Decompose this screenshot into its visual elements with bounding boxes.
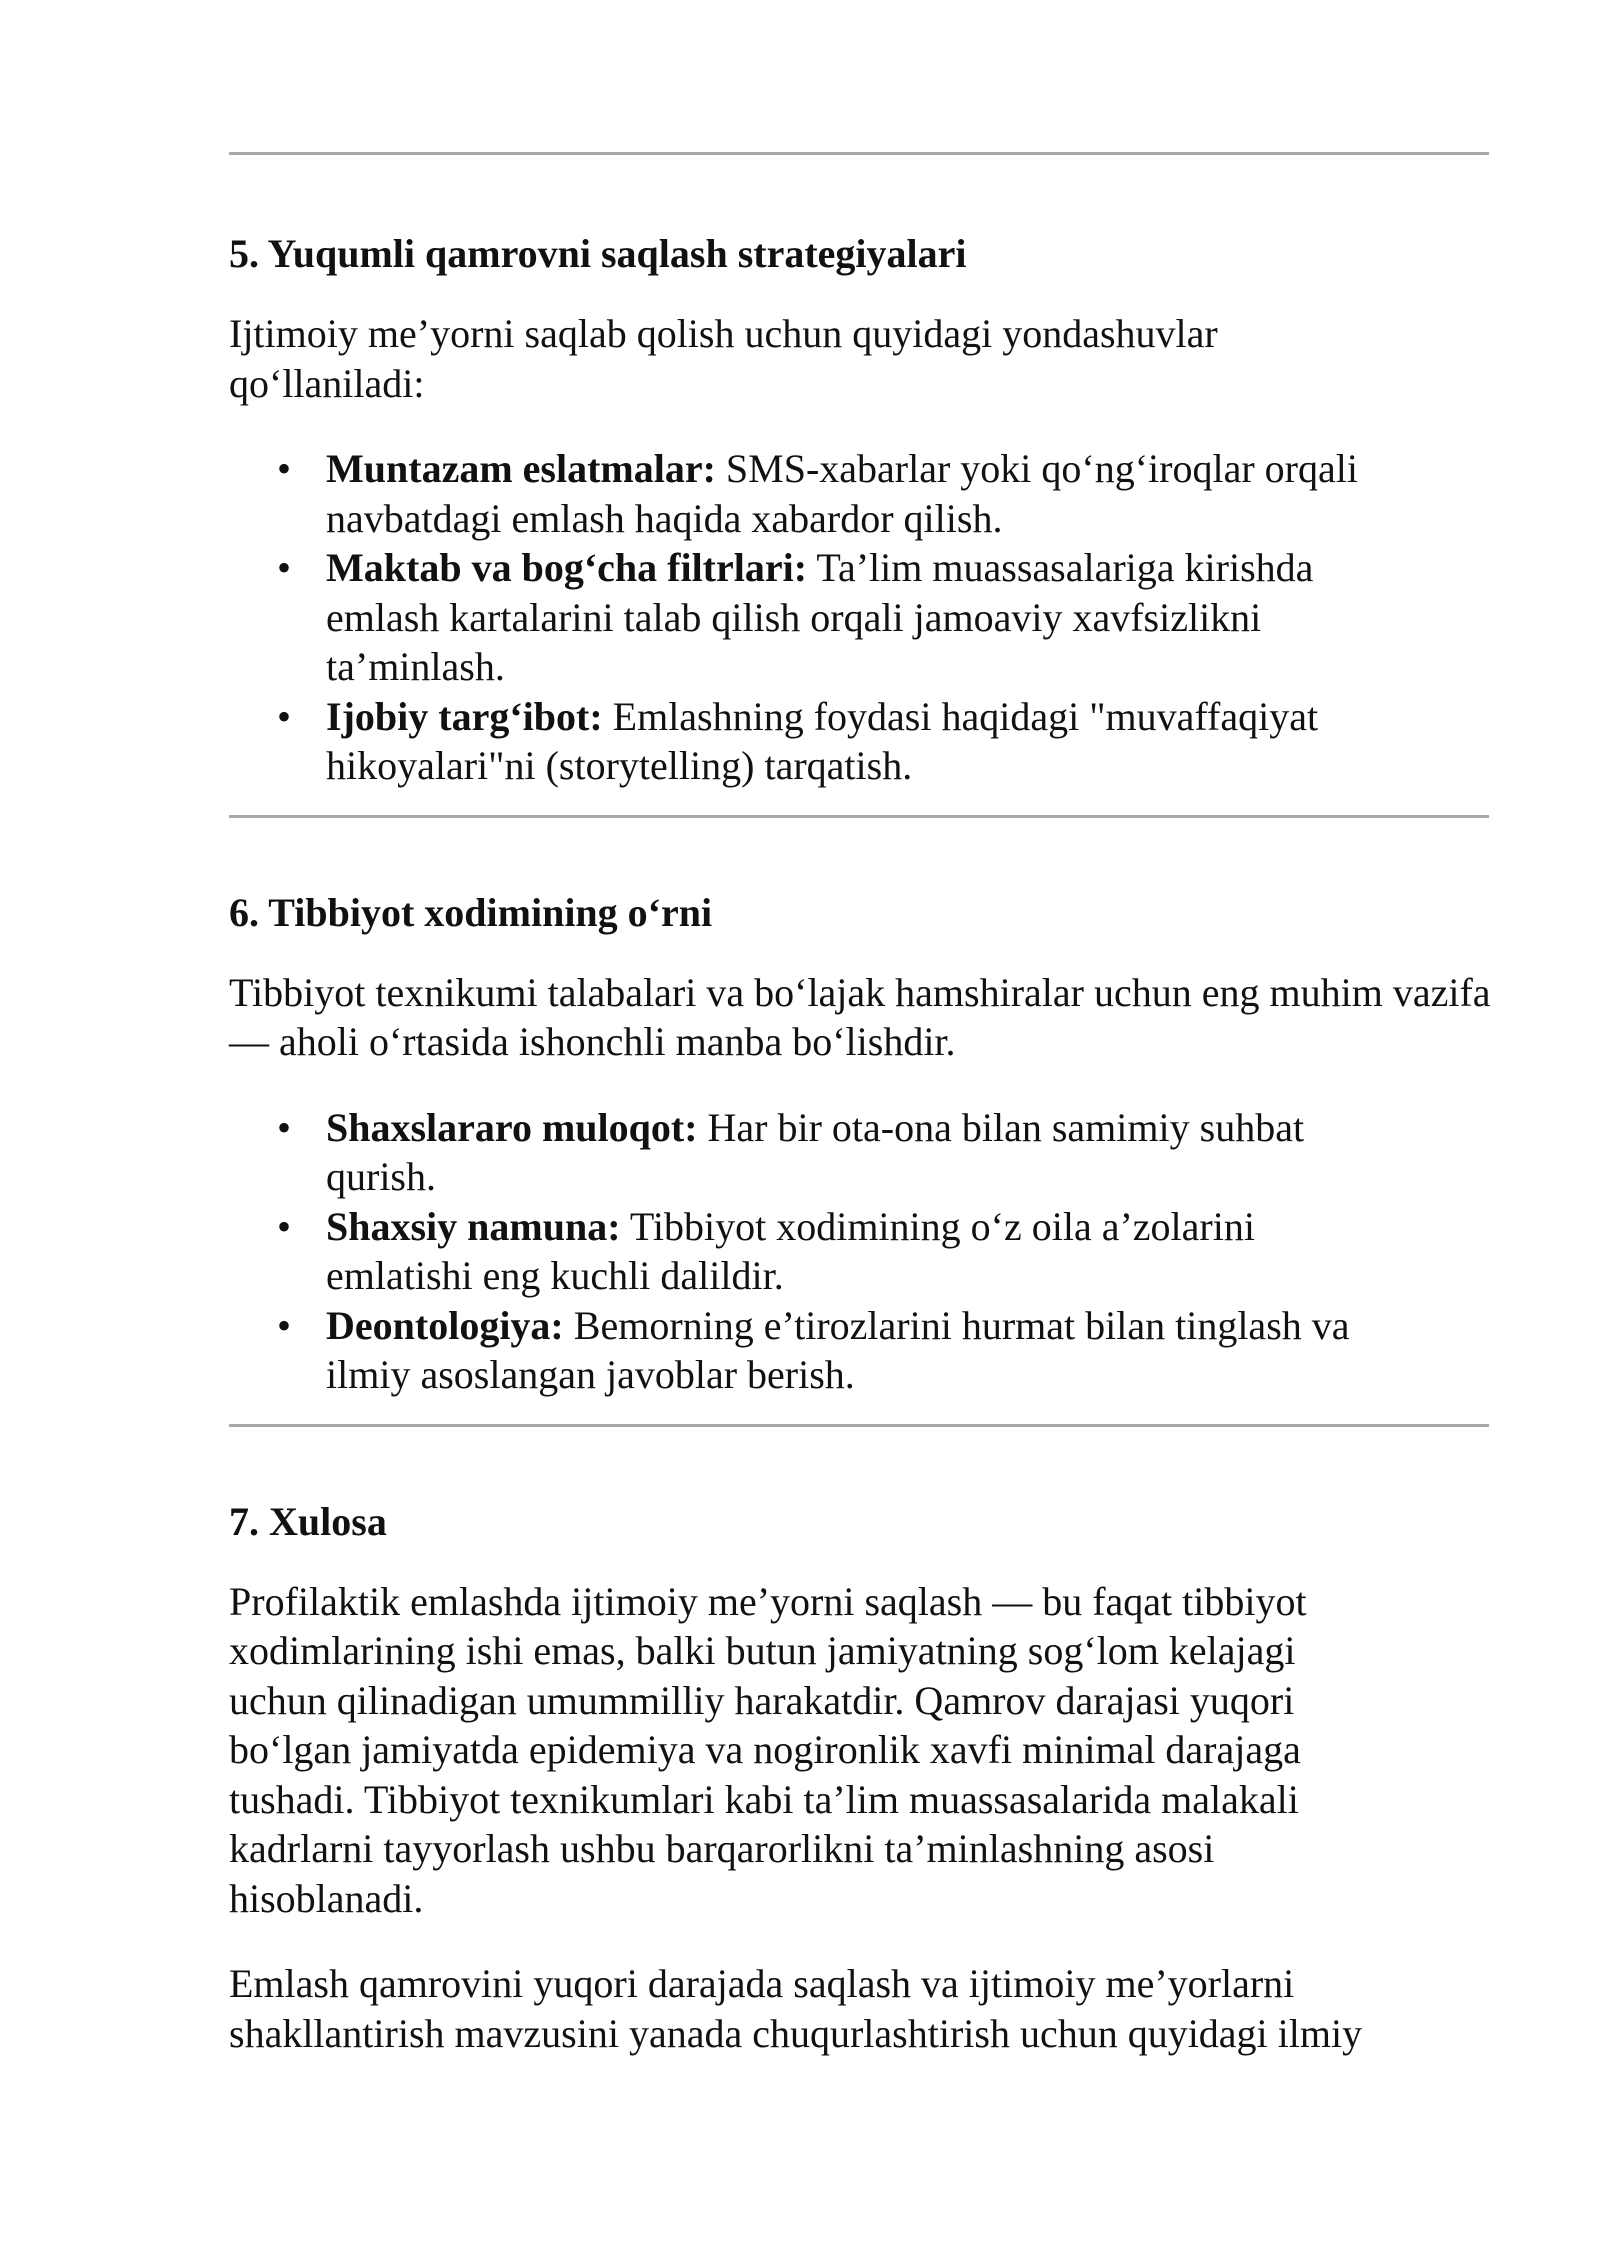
item-text: Ta’lim muassasalariga kirishda emlash kartalarini talab qilish orqali jamoaviy xavfsizlikni ta’minlash. (326, 545, 1314, 689)
bullet-marker: • (277, 693, 292, 739)
section-heading: 5. Yuqumli qamrovni saqlash strategiyalari (229, 231, 967, 276)
section-heading: 7. Xulosa (229, 1498, 387, 1544)
section-divider (229, 815, 1489, 818)
bullet-marker: • (277, 1104, 292, 1150)
bullet-marker: • (277, 545, 292, 590)
bullet-marker: • (277, 1302, 292, 1348)
item-term: Deontologiya: (326, 1302, 564, 1348)
item-term: Shaxslararo muloqot: (326, 1104, 698, 1150)
bullet-marker: • (277, 446, 292, 491)
paragraph: Emlash qamrovini yuqori darajada saqlash va ijtimoiy me’yorlarni shakllantirish mavzusini yanada chuqurlashtirish uchun quyidagi ilmiy (229, 1961, 1363, 2056)
item-text: SMS-xabarlar yoki qo‘ng‘iroqlar orqali navbatdagi emlash haqida xabardor qilish. (326, 446, 1358, 541)
item-term: Maktab va bog‘cha filtrlari: (326, 545, 808, 590)
item-text: Bemorning e’tirozlarini hurmat bilan tinglash va ilmiy asoslangan javoblar berish. (326, 1302, 1350, 1397)
list-item (229, 692, 1361, 791)
section-divider (229, 1424, 1489, 1427)
item-text: Emlashning foydasi haqidagi "muvaffaqiyat hikoyalari"ni (storytelling) tarqatish. (326, 693, 1319, 788)
item-term: Muntazam eslatmalar: (326, 446, 716, 491)
bullet-marker: • (277, 1203, 292, 1249)
list-item (229, 444, 1361, 543)
item-text: Tibbiyot xodimining o‘z oila a’zolarini emlatishi eng kuchli dalildir. (326, 1203, 1255, 1298)
list-item (229, 543, 1361, 692)
section-intro: Ijtimoiy me’yorni saqlab qolish uchun quyidagi yondashuvlar qo‘llaniladi: (229, 311, 1218, 406)
item-term: Shaxsiy namuna: (326, 1203, 621, 1249)
list-item (229, 1301, 1361, 1400)
section-heading: 6. Tibbiyot xodimining o‘rni (229, 889, 713, 935)
list-item (229, 1202, 1361, 1301)
item-text: Har bir ota-ona bilan samimiy suhbat qurish. (326, 1104, 1305, 1199)
paragraph: Profilaktik emlashda ijtimoiy me’yorni saqlash — bu faqat tibbiyot xodimlarining ishi emas, balki butun jamiyatning sog‘lom kelajagi uchun qilinadigan umummilliy harakatdir. Qamrov darajasi yuqori bo‘lgan jamiyatda epidemiya va nogironlik xavfi minimal darajaga tushadi. Tibbiyot texnikumlari kabi ta’lim muassasalarida malakali kadrlarni tayyorlash ushbu barqarorlikni ta’minlashning asosi hisoblanadi. (229, 1578, 1307, 1921)
document-page (229, 0, 1489, 2058)
section-intro: Tibbiyot texnikumi talabalari va bo‘lajak hamshiralar uchun eng muhim vazifa — aholi o‘rtasida ishonchli manba bo‘lishdir. (229, 969, 1491, 1064)
bullet-list (229, 444, 1489, 791)
item-term: Ijobiy targ‘ibot: (326, 693, 603, 739)
section-divider (229, 152, 1489, 155)
list-item (229, 1103, 1361, 1202)
bullet-list (229, 1103, 1489, 1400)
